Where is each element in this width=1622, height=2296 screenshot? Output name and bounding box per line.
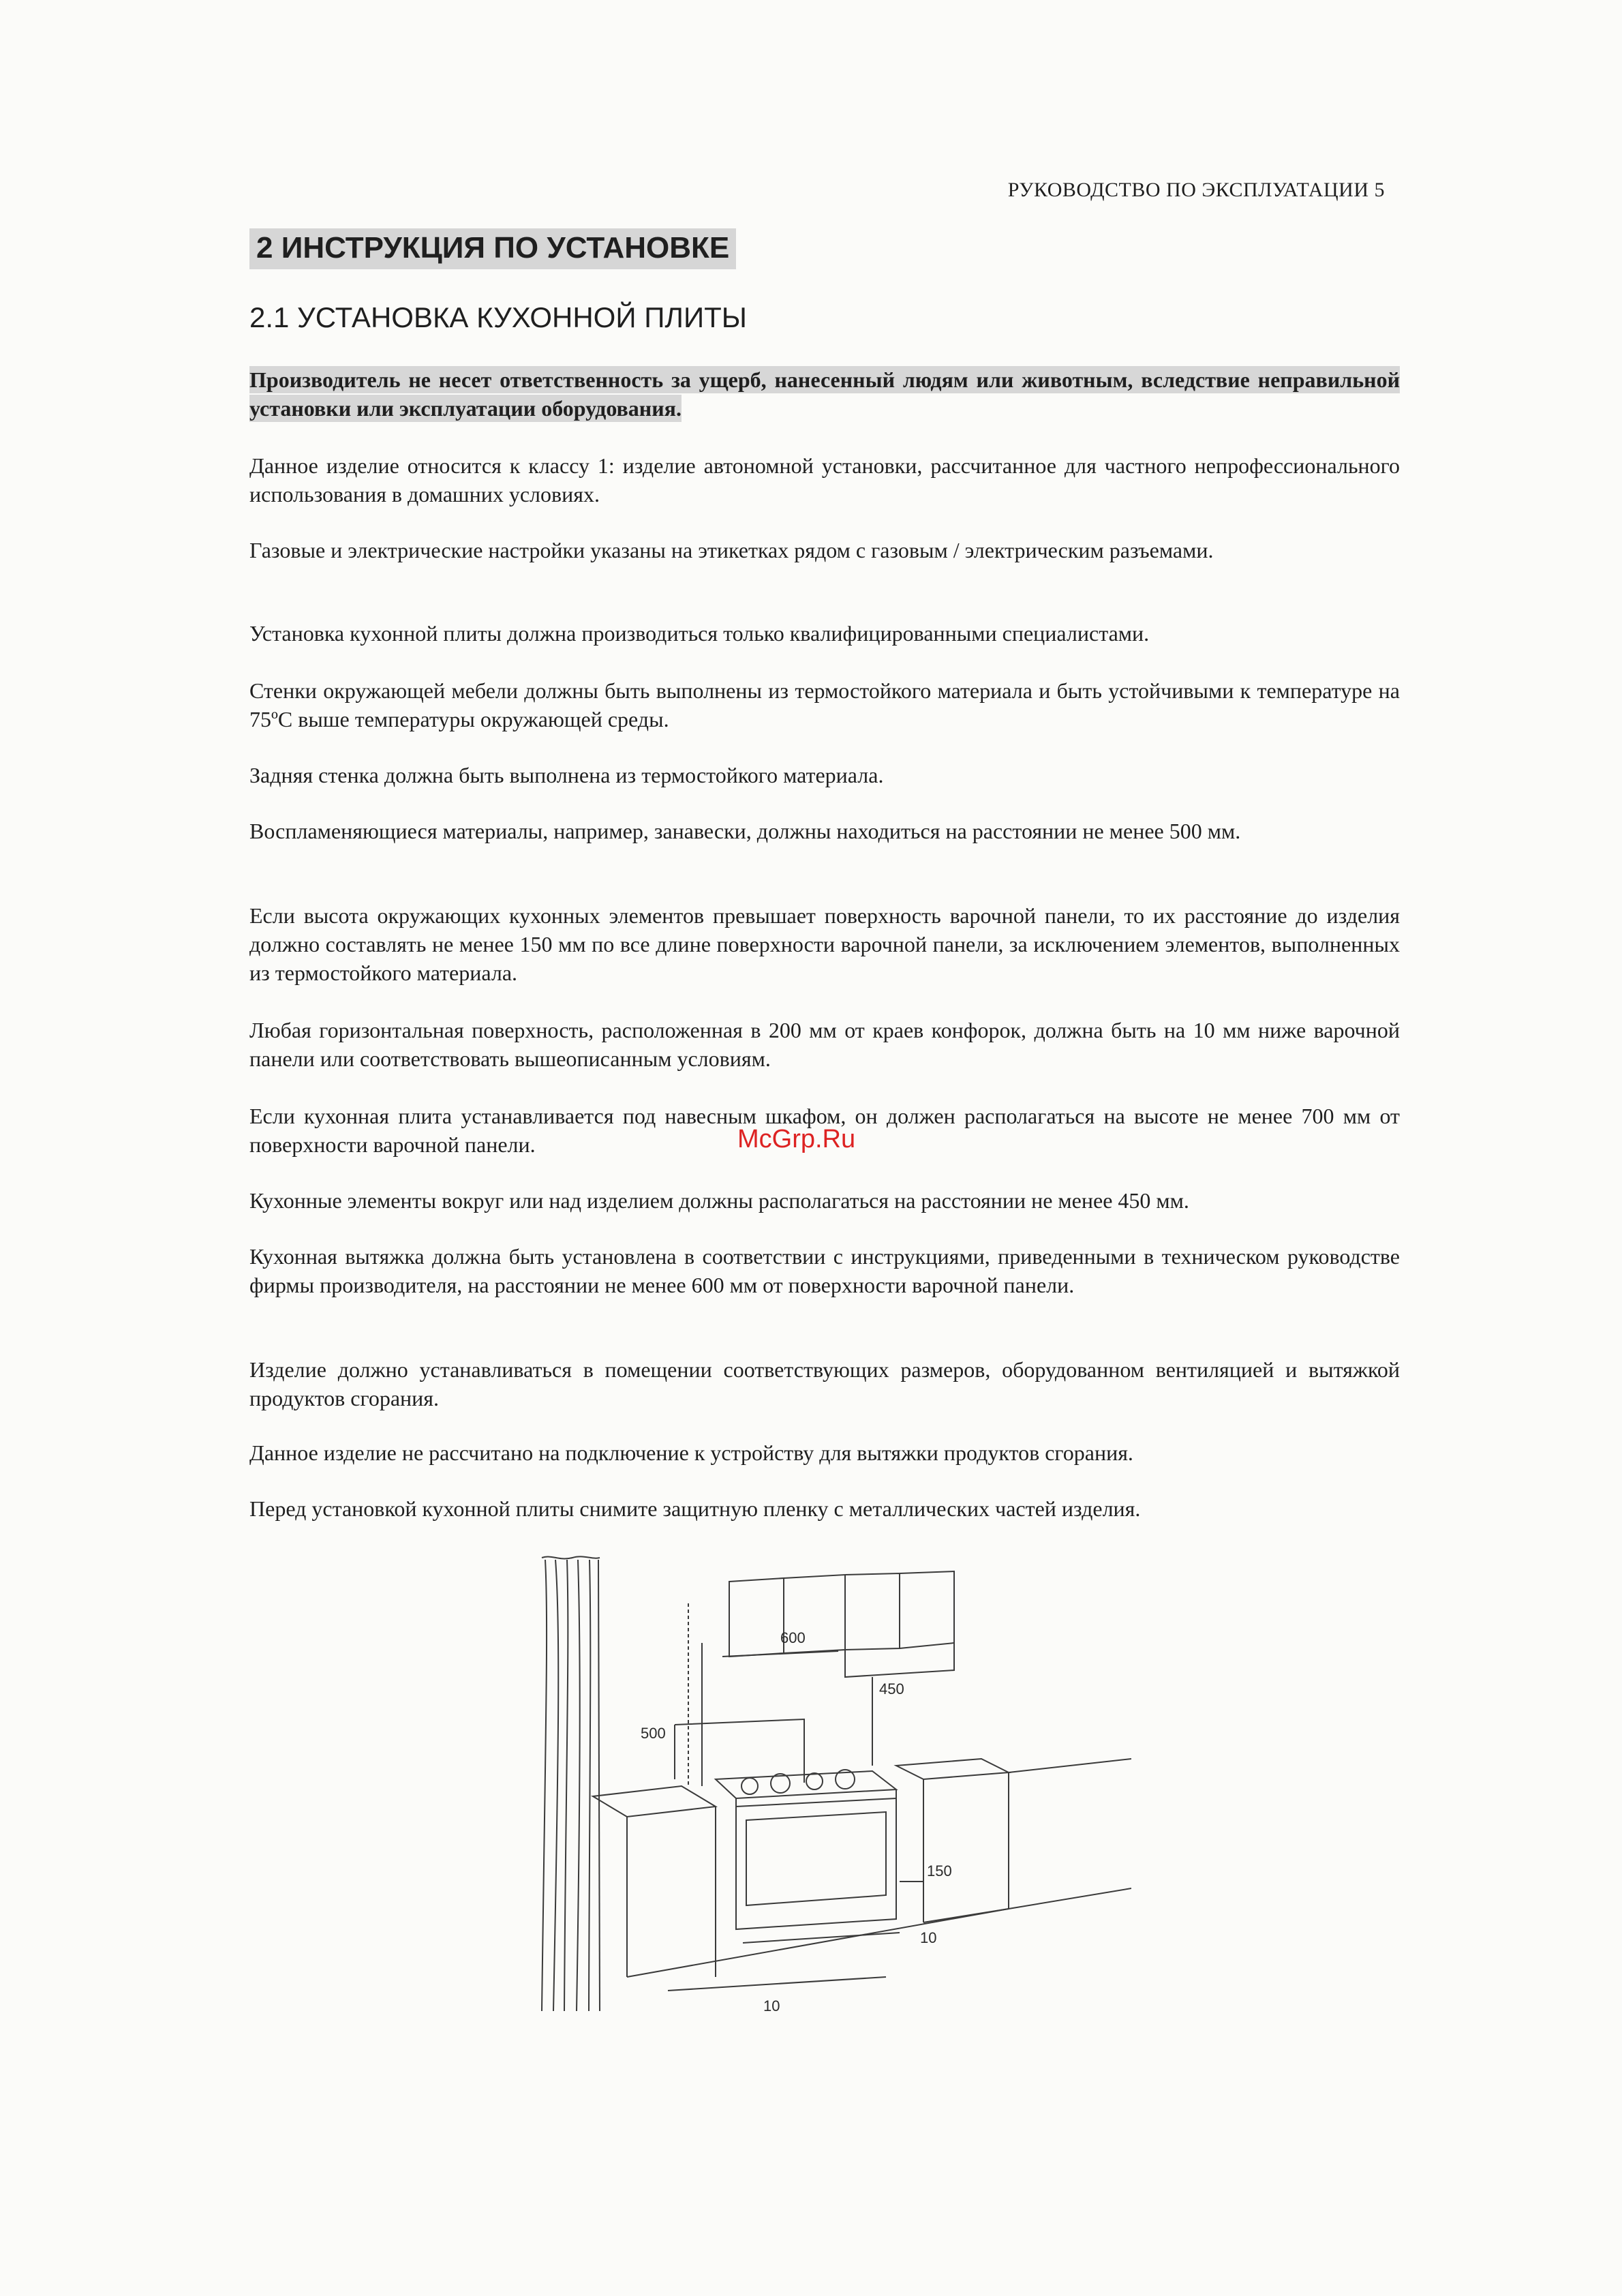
burner [741, 1778, 758, 1794]
wall-cabinet [900, 1571, 954, 1648]
paragraph-gas-electric-settings: Газовые и электрические настройки указаны на этикетках рядом с газовым / электрическим разъемами. [249, 538, 1214, 562]
backguard [675, 1719, 804, 1783]
control-panel-line [736, 1798, 896, 1807]
dimension-label-600: 600 [780, 1629, 806, 1646]
floor-line [627, 1909, 1009, 1977]
paragraph-adjacent-elements: Если высота окружающих кухонных элементов превышает поверхность варочной панели, то их расстояние до изделия должно составлять не менее 150 мм по все длине поверхности варочной панели, за исключением элементов, выполненных из термостойкого материала. [249, 903, 1400, 985]
paragraph-horizontal-surface: Любая горизонтальная поверхность, расположенная в 200 мм от краев конфорок, должна быть на 10 мм ниже варочной панели или соответствовать вышеописанным условиям. [249, 1018, 1400, 1071]
dimension-line-10b [743, 1933, 900, 1943]
warning-text: Производитель не несет ответственность за ущерб, нанесенный людям или животным, вследствие неправильной установки или эксплуатации оборудования. [249, 367, 1400, 421]
dimension-line-10a [668, 1977, 886, 1991]
paragraph-hood: Кухонная вытяжка должна быть установлена в соответствии с инструкциями, приведенными в техническом руководстве фирмы производителя, на расстоянии не менее 600 мм от поверхности варочной панели. [249, 1244, 1400, 1297]
section-title: 2 ИНСТРУКЦИЯ ПО УСТАНОВКЕ [249, 228, 736, 269]
cooker-hob [716, 1771, 896, 1798]
dimension-label-500: 500 [641, 1725, 666, 1742]
floor-line [1009, 1888, 1131, 1909]
dimension-label-10-right: 10 [920, 1929, 937, 1946]
curtain-fold [542, 1560, 547, 2011]
right-worktop [896, 1759, 1009, 1779]
dimension-label-150: 150 [927, 1862, 952, 1879]
running-header: РУКОВОДСТВО ПО ЭКСПЛУАТАЦИИ 5 [1007, 179, 1385, 201]
paragraph-clearance-450: Кухонные элементы вокруг или над изделием должны располагаться на расстоянии не менее 450 мм. [249, 1188, 1189, 1213]
paragraph-protective-film: Перед установкой кухонной плиты снимите защитную пленку с металлических частей изделия. [249, 1496, 1141, 1521]
paragraph-class-1: Данное изделие относится к классу 1: изделие автономной установки, рассчитанное для частного непрофессионального использования в домашних условиях. [249, 453, 1400, 507]
paragraph-flammable-materials: Воспламеняющиеся материалы, например, занавески, должны находиться на расстоянии не менее 500 мм. [249, 819, 1241, 843]
burner [806, 1773, 823, 1789]
paragraph-ventilation: Изделие должно устанавливаться в помещении соответствующих размеров, оборудованном вентиляцией и вытяжкой продуктов сгорания. [249, 1357, 1400, 1410]
paragraph-heat-resistant-walls: Стенки окружающей мебели должны быть выполнены из термостойкого материала и быть устойчивыми к температуре на 75ºС выше температуры окружающей среды. [249, 678, 1400, 731]
curtain-rod-line [542, 1556, 600, 1558]
curtain-fold [553, 1560, 558, 2011]
warning-paragraph [249, 365, 1400, 423]
dimension-label-10-bottom: 10 [763, 1997, 780, 2014]
curtain-fold [589, 1560, 590, 2011]
curtain-fold [577, 1560, 580, 2011]
dimension-line-600 [722, 1651, 838, 1657]
cooker-front [736, 1789, 896, 1929]
wall-cabinet [845, 1573, 900, 1650]
installation-clearance-diagram [518, 1541, 1131, 2018]
paragraph-back-wall: Задняя стенка должна быть выполнена из термостойкого материала. [249, 763, 884, 787]
paragraph-no-flue: Данное изделие не рассчитано на подключение к устройству для вытяжки продуктов сгорания. [249, 1440, 1133, 1465]
curtain-fold [564, 1560, 568, 2011]
floor-line [1009, 1759, 1131, 1772]
dimension-label-450: 450 [879, 1680, 904, 1697]
right-cabinet-front [923, 1772, 1009, 1922]
wall-cabinet [729, 1578, 784, 1657]
oven-door [746, 1812, 886, 1905]
paragraph-qualified-installation: Установка кухонной плиты должна производиться только квалифицированными специалистами. [249, 621, 1150, 646]
curtain-fold [598, 1560, 600, 2011]
subsection-title: 2.1 УСТАНОВКА КУХОННОЙ ПЛИТЫ [249, 301, 747, 333]
burner [771, 1774, 790, 1793]
paragraph-wall-cabinet: Если кухонная плита устанавливается под навесным шкафом, он должен располагаться на высоте не менее 700 мм от поверхности варочной панели. [249, 1104, 1400, 1157]
left-worktop [593, 1786, 716, 1817]
watermark: McGrp.Ru [737, 1125, 856, 1153]
installation-diagram-svg [518, 1541, 1131, 2018]
